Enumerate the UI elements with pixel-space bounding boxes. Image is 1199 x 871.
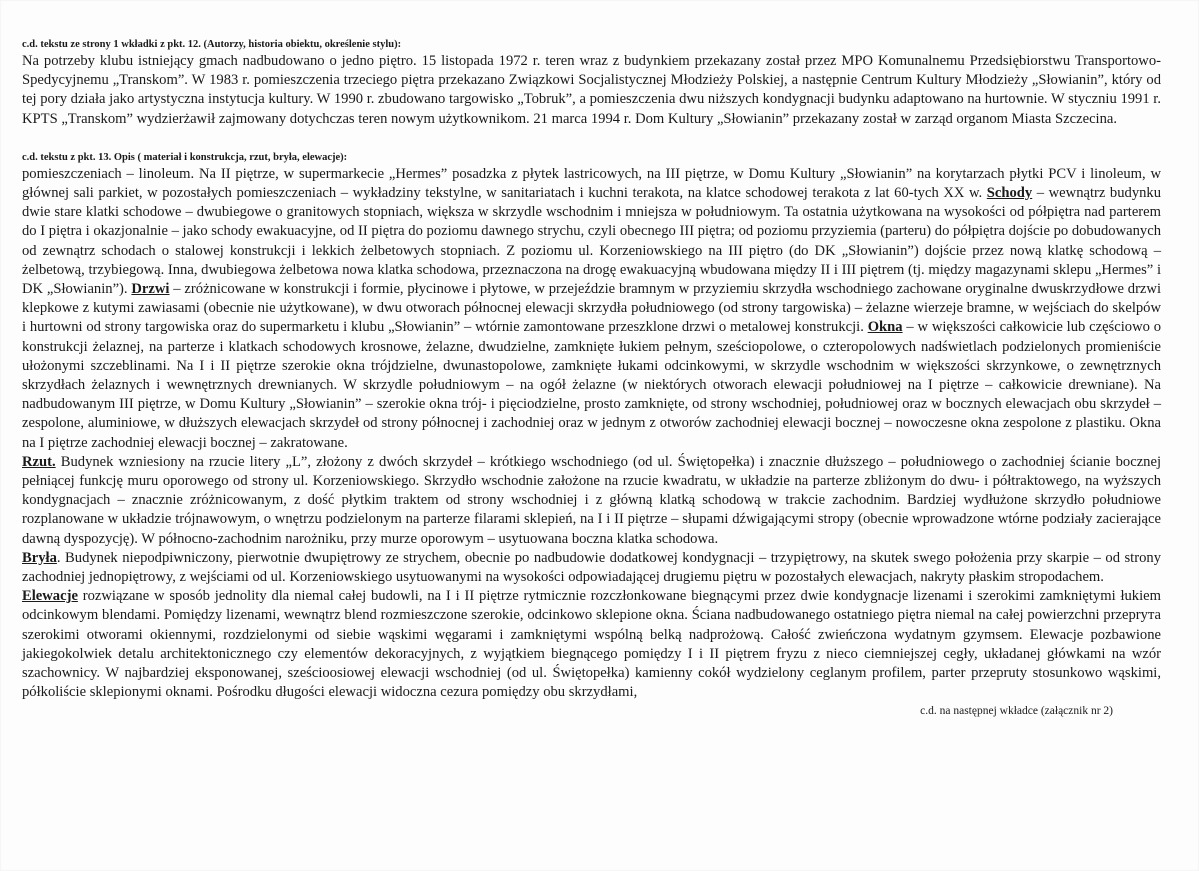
elewacje-paragraph [22, 587, 1161, 702]
rzut-text: Budynek wzniesiony na rzucie litery „L”, złożony z dwóch skrzydeł – krótkiego wschodniego (od ul. Świętopełka) i znacznie dłuższego – południowego o zachodniej ścianie bocznej pełniącej funkcję muru oporowego od strony ul. Korzeniowskiego. Skrzydło wschodnie założone na rzucie kwadratu, w układzie na parterze zbliżonym do dwu- i półtraktowego, na wyższych kondygnacjach – znacznie zróżnicowanym, z dość płytkim traktem od strony wschodniej i z główną klatką schodową w trakcie zachodnim. Bardziej wydłużone skrzydło południowe rozplanowane w układzie trójnawowym, o wnętrzu podzielonym na parterze filarami sklepień, na I i II piętrze – słupami dźwigającymi stropy (obecnie wprowadzone wtórne podziały zacierające dawną dyspozycję). W północno-zachodnim narożniku, przy murze oporowym – usytuowana boczna klatka schodowa. [22, 453, 1161, 547]
bryla-label: Bryła [22, 549, 57, 566]
schody-text: – wewnątrz budynku dwie stare klatki schodowe – dwubiegowe o granitowych stopniach, większa w skrzydle wschodnim i mniejsza w południowym. Ta ostatnia użytkowana na wysokości od półpiętra nad parterem do I piętra i okazjonalnie – jako schody ewakuacyjne, od II piętra do poziomu dawnego strychu, czyli obecnego III piętra; od poziomu przyziemia (parteru) do półpiętra dojście po dobudowanych od zewnątrz schodach o stalowej konstrukcji i lekkich żelbetowych stopniach. Z poziomu ul. Korzeniowskiego na III piętro (do DK „Słowianin”) dojście przez nową klatkę schodową – żelbetową, trzybiegową. Inna, dwubiegowa żelbetowa nowa klatka schodowa, przeznaczona na drogę ewakuacyjną wbudowana między II i III piętrem (tj. między magazynami sklepu „Hermes” i DK „Słowianin”). [22, 185, 1162, 298]
section-2-heading: c.d. tekstu z pkt. 13. Opis ( materiał i konstrukcja, rzut, bryła, elewacje): [22, 151, 348, 163]
drzwi-text: – zróżnicowane w konstrukcji i formie, płycinowe i płytowe, w przejeździe bramnym w przyziemiu skrzydła wschodniego zachowane oryginalne dwuskrzydłowe drzwi klepkowe z kutymi zawiasami (obecnie nie użytkowane), w dwu otworach północnej elewacji skrzydła południowego (od strony targowiska) – żelazne wierzeje bramne, w wejściach do skelpów i hurtowni od strony targowiska oraz do supermarketu i klubu „Słowianin” – wtórnie zamontowane przeszklone drzwi o metalowej konstrukcji. [22, 281, 1162, 336]
schody-label: Schody [986, 185, 1033, 202]
section-1-text: Na potrzeby klubu istniejący gmach nadbudowano o jedno piętro. 15 listopada 1972 r. teren wraz z budynkiem przekazany został przez MPO Komunalnemu Przedsiębiorstwu Transportowo-Spedycyjnemu „Transkom”. W 1983 r. pomieszczenia trzeciego piętra przekazano Związkowi Socjalistycznej Młodzieży Polskiej, a następnie Centrum Kultury Młodzieży „Słowianin”, który od tej pory działa jako artystyczna instytucja kultury. W 1990 r. zbudowano targowisko „Tobruk”, a pomieszczenia dwu niższych kondygnacji budynku adaptowano na hurtownie. W styczniu 1991 r. KPTS „Transkom” wydzierżawił zajmowany dotychczas teren nowym użytkownikom. 21 marca 1994 r. Dom Kultury „Słowianin” przekazany został w zarząd organom Miasta Szczecina. [22, 53, 1161, 127]
okna-text: – w większości całkowicie lub częściowo o konstrukcji żelaznej, na parterze i klatkach schodowych krosnowe, żelazne, dwudzielne, zamknięte łukiem pełnym, sześciopolowe, o czteropolowych nadświetlach podzielonych promieniście ułożonymi szczeblinami. Na I i II piętrze szerokie okna trójdzielne, dwunastopolowe, zamknięte łukami odcinkowymi, w skrzydle wschodnim w większości skrzynkowe, o zewnętrznych skrzydłach żelaznych i wewnętrznych drewnianych. W skrzydle południowym – na ogół żelazne (w niektórych otworach elewacji południowej na I piętrze – całkowicie drewniane). Na nadbudowanym III piętrze, w Domu Kultury „Słowianin” – szerokie okna trój- i pięciodzielne, prosto zamknięte, od strony wschodniej, południowej oraz w bocznych elewacjach obu skrzydeł – zespolone, aluminiowe, w dłuższych elewacjach skrzydeł od strony północnej i zachodniej oraz w jednym z otworów zachodniej elewacji bocznej – nowoczesne okna zespolone z plastiku. Okna na I piętrze zachodniej elewacji bocznej – zakratowane. [22, 319, 1162, 451]
rzut-label: Rzut. [22, 453, 56, 470]
description-body [22, 165, 1161, 453]
rzut-paragraph [22, 453, 1161, 549]
section-1-heading: c.d. tekstu ze strony 1 wkładki z pkt. 12. (Autorzy, historia obiektu, określenie stylu): [22, 39, 402, 50]
continuation-note: c.d. na następnej wkładce (załącznik nr 2) [920, 704, 1113, 717]
bryla-text: . Budynek niepodpiwniczony, pierwotnie dwupiętrowy ze strychem, obecnie po nadbudowie dodatkowej kondygnacji – trzypiętrowy, na skutek swego położenia przy skarpie – od strony zachodniej jednopiętrowy, z wejściami od ul. Korzeniowskiego usytuowanymi na wysokości odpowiadającej drugiemu piętru w pozostałych elewacjach, nakryty płaskim stropodachem. [22, 549, 1161, 586]
elewacje-text: rozwiązane w sposób jednolity dla niemal całej budowli, na I i II piętrze rytmicznie rozczłonkowane biegnącymi przez dwie kondygnacje lizenami i szerokimi zamkniętymi łukiem odcinkowym blendami. Pomiędzy lizenami, wewnątrz blend rozmieszczone szerokie, odcinkowo sklepione okna. Ściana nadbudowanego ostatniego piętra niemal na całej powierzchni przeprута szerokimi otworami okiennymi, rozdzielonymi od siebie wąskimi węgarami i zamkniętymi wspólną belką nadprożową. Całość zwieńczona wydatnym gzymsem. Elewacje pozbawione jakiegokolwiek detalu architektonicznego czy elementów dekoracyjnych, z wyjątkiem biegnącego pomiędzy I i II piętrem fryzu z nieco ciemniejszej cegły, układanej główkami na wzór szachownicy. W najbardziej eksponowanej, sześcioosiowej elewacji wschodniej (od ul. Świętopełka) kamienny cokół wydzielony ceglanym profilem, parter przepruty stosunkowo wąskimi, półkoliście sklepionymi oknami. Pośrodku długości elewacji widoczna cezura pomiędzy obu skrzydłami, [22, 588, 1161, 701]
drzwi-label: Drzwi [131, 281, 170, 298]
bryla-paragraph [22, 549, 1161, 587]
okna-label: Okna [867, 319, 903, 336]
section-gap [22, 129, 1161, 151]
elewacje-label: Elewacje [22, 588, 78, 605]
intro-text: pomieszczeniach – linoleum. Na II piętrze, w supermarkecie „Hermes” posadzka z płytek lastricowych, na III piętrze, w Domu Kultury „Słowianin” na korytarzach płytki PCV i linoleum, w głównej sali parkiet, w pozostałych pomieszczeniach – wykładziny tekstylne, w sanitariatach i kuchni terakota, na klatce schodowej terakota z lat 60-tych XX w. [22, 165, 1161, 202]
